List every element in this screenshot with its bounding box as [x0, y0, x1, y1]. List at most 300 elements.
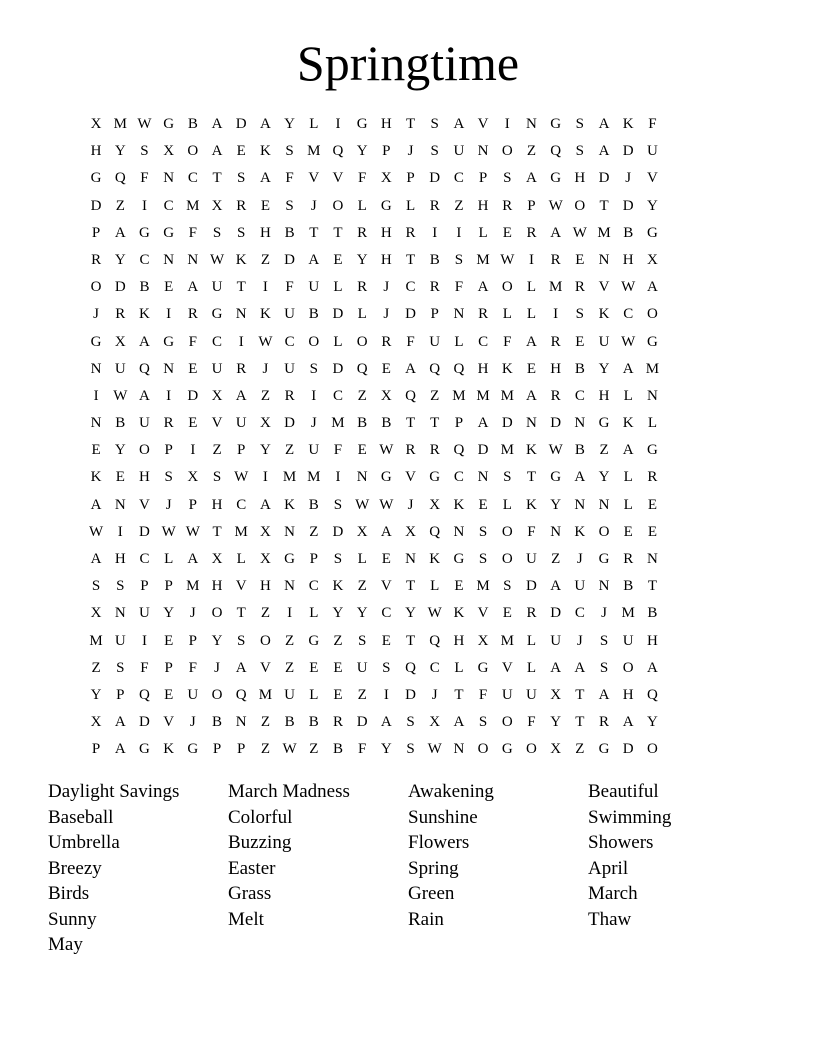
grid-letter: V — [477, 605, 489, 622]
grid-letter: J — [407, 143, 414, 160]
grid-letter: F — [406, 333, 415, 350]
grid-letter: X — [90, 605, 102, 622]
grid-letter: U — [574, 578, 586, 595]
grid-letter: L — [623, 469, 633, 486]
grid-letter: G — [380, 197, 392, 214]
grid-letter: K — [501, 360, 513, 377]
grid-letter: Y — [356, 143, 368, 160]
grid-letter: C — [212, 333, 223, 350]
grid-letter: H — [380, 224, 392, 241]
grid-letter: F — [527, 523, 536, 540]
grid-letter: U — [139, 415, 150, 432]
grid-letter: Z — [575, 741, 585, 758]
grid-letter: V — [235, 578, 247, 595]
grid-letter: C — [453, 170, 464, 187]
grid-letter: S — [406, 741, 415, 758]
grid-letter: Y — [114, 143, 126, 160]
grid-letter: U — [356, 659, 368, 676]
grid-letter: W — [355, 496, 370, 513]
grid-letter: D — [550, 415, 562, 432]
grid-letter: L — [405, 197, 416, 214]
grid-letter: O — [598, 523, 610, 540]
grid-letter: M — [621, 605, 635, 622]
grid-row — [84, 247, 665, 274]
grid-letter: X — [211, 197, 223, 214]
grid-letter: G — [477, 659, 489, 676]
grid-letter: T — [405, 632, 416, 649]
grid-letter: V — [308, 170, 320, 187]
grid-letter: R — [526, 224, 537, 241]
grid-row — [84, 736, 665, 763]
grid-letter: D — [526, 578, 537, 595]
grid-letter: O — [501, 143, 513, 160]
grid-letter: Y — [356, 605, 368, 622]
grid-letter: J — [601, 605, 607, 622]
letter-grid — [84, 111, 665, 764]
grid-letter: X — [646, 251, 658, 268]
grid-letter: P — [309, 551, 318, 567]
grid-letter: M — [476, 387, 490, 404]
grid-letter: O — [501, 714, 513, 731]
grid-letter: B — [357, 415, 368, 432]
grid-letter: U — [646, 143, 658, 160]
grid-letter: Q — [550, 143, 562, 160]
grid-letter: J — [165, 496, 172, 513]
grid-row — [84, 437, 665, 464]
grid-letter: L — [309, 686, 319, 703]
grid-letter: A — [308, 251, 320, 268]
grid-letter: W — [282, 741, 297, 758]
grid-letter: E — [164, 632, 174, 649]
grid-letter: O — [526, 741, 537, 758]
grid-letter: S — [478, 523, 488, 540]
grid-letter: W — [427, 741, 442, 758]
grid-letter: O — [622, 659, 634, 676]
grid-letter: U — [114, 632, 126, 649]
grid-letter: X — [90, 714, 102, 731]
grid-letter: G — [646, 333, 658, 350]
grid-letter: S — [309, 360, 318, 377]
grid-letter: V — [211, 415, 223, 432]
grid-letter: I — [432, 224, 438, 241]
grid-letter: J — [383, 279, 390, 296]
grid-letter: R — [429, 197, 440, 214]
grid-letter: J — [214, 659, 220, 676]
grid-letter: G — [187, 741, 199, 758]
grid-letter: G — [501, 741, 513, 758]
grid-letter: N — [235, 714, 247, 731]
grid-letter: R — [405, 442, 416, 459]
grid-letter: M — [645, 360, 660, 377]
grid-letter: N — [90, 360, 102, 377]
grid-letter: P — [527, 197, 536, 214]
grid-letter: B — [212, 714, 223, 731]
grid-letter: E — [526, 360, 537, 377]
grid-letter: R — [429, 442, 440, 459]
grid-letter: Q — [356, 360, 368, 377]
grid-letter: R — [115, 306, 126, 323]
grid-letter: H — [646, 632, 658, 649]
word-bank-item: Thaw — [588, 908, 632, 930]
grid-letter: B — [308, 714, 319, 731]
grid-letter: K — [139, 306, 150, 323]
grid-letter: A — [90, 551, 102, 567]
grid-letter: Q — [405, 387, 416, 404]
grid-letter: M — [234, 523, 248, 540]
word-bank-item: Beautiful — [588, 781, 659, 802]
grid-letter: Y — [598, 360, 610, 377]
grid-letter: W — [258, 333, 273, 350]
grid-letter: A — [114, 224, 126, 241]
grid-letter: Z — [260, 387, 270, 404]
grid-letter: A — [526, 387, 537, 404]
grid-letter: C — [139, 251, 150, 268]
grid-letter: P — [91, 741, 101, 758]
word-bank-item: March Madness — [228, 781, 350, 802]
grid-letter: E — [575, 251, 585, 268]
grid-letter: L — [309, 116, 319, 132]
grid-letter: O — [139, 442, 150, 459]
grid-letter: V — [501, 659, 513, 676]
grid-letter: Q — [453, 360, 465, 377]
grid-letter: S — [406, 714, 415, 731]
word-bank-item: Showers — [588, 832, 654, 853]
grid-letter: P — [237, 442, 246, 459]
grid-letter: H — [259, 578, 271, 595]
grid-row — [84, 329, 665, 356]
grid-letter: Z — [357, 578, 367, 595]
grid-letter: Z — [285, 442, 295, 459]
grid-letter: C — [236, 496, 247, 513]
grid-letter: M — [307, 143, 321, 160]
grid-letter: R — [550, 387, 561, 404]
grid-letter: D — [598, 170, 610, 187]
word-bank-item: May — [48, 934, 83, 955]
grid-row — [84, 193, 665, 220]
grid-letter: A — [453, 116, 465, 132]
grid-letter: Q — [453, 442, 465, 459]
grid-letter: E — [164, 686, 174, 703]
grid-letter: F — [357, 741, 367, 758]
grid-letter: C — [574, 387, 585, 404]
grid-letter: F — [478, 686, 488, 703]
grid-letter: N — [574, 415, 586, 432]
grid-letter: C — [381, 605, 392, 622]
grid-letter: N — [646, 387, 658, 404]
grid-letter: M — [89, 632, 103, 649]
grid-letter: A — [598, 116, 610, 132]
grid-row — [84, 546, 665, 573]
grid-letter: S — [285, 143, 294, 160]
grid-letter: W — [89, 523, 104, 540]
grid-letter: F — [503, 333, 512, 350]
grid-row — [84, 519, 665, 546]
grid-letter: D — [90, 197, 102, 214]
grid-letter: N — [114, 496, 126, 513]
grid-letter: S — [478, 714, 488, 731]
grid-letter: P — [164, 578, 173, 595]
grid-letter: Y — [550, 714, 562, 731]
grid-letter: A — [259, 496, 271, 513]
grid-letter: X — [211, 387, 223, 404]
grid-letter: E — [502, 224, 512, 241]
grid-letter: L — [502, 306, 512, 323]
grid-letter: E — [164, 279, 174, 296]
grid-letter: P — [478, 170, 488, 187]
grid-letter: R — [284, 387, 295, 404]
grid-letter: Y — [163, 605, 175, 622]
grid-letter: I — [383, 686, 389, 703]
grid-letter: T — [575, 714, 585, 731]
word-bank-item: Daylight Savings — [48, 781, 180, 802]
grid-letter: U — [114, 360, 126, 377]
grid-letter: R — [550, 333, 561, 350]
grid-letter: J — [576, 632, 583, 649]
grid-letter: X — [405, 523, 416, 540]
grid-letter: J — [189, 605, 196, 622]
grid-row — [84, 655, 665, 682]
grid-letter: K — [526, 496, 537, 513]
grid-letter: L — [526, 632, 537, 649]
word-bank — [48, 779, 768, 958]
grid-letter: I — [141, 197, 147, 214]
grid-letter: L — [526, 306, 537, 323]
grid-letter: Y — [114, 251, 126, 268]
grid-letter: H — [211, 578, 223, 595]
grid-letter: F — [527, 714, 536, 731]
grid-letter: E — [115, 469, 125, 486]
grid-letter: N — [90, 415, 102, 432]
grid-letter: A — [114, 714, 126, 731]
grid-letter: X — [477, 632, 489, 649]
grid-letter: I — [190, 442, 196, 459]
grid-letter: V — [380, 578, 392, 595]
grid-letter: D — [429, 170, 441, 187]
grid-letter: C — [453, 469, 464, 486]
grid-letter: I — [335, 116, 341, 132]
grid-row — [84, 600, 665, 627]
grid-letter: X — [211, 551, 223, 567]
grid-letter: L — [647, 415, 657, 432]
grid-letter: G — [163, 333, 175, 350]
grid-letter: H — [598, 387, 610, 404]
grid-letter: A — [90, 496, 102, 513]
grid-letter: R — [647, 469, 658, 486]
grid-letter: H — [114, 551, 126, 567]
grid-letter: A — [187, 551, 199, 567]
grid-letter: Z — [260, 714, 270, 731]
grid-letter: A — [211, 116, 223, 132]
grid-letter: W — [185, 523, 200, 540]
grid-letter: S — [575, 306, 585, 323]
grid-letter: V — [598, 279, 610, 296]
grid-letter: Y — [90, 686, 102, 703]
grid-letter: E — [236, 143, 246, 160]
grid-letter: B — [187, 116, 198, 132]
grid-letter: R — [526, 605, 537, 622]
grid-letter: A — [235, 659, 247, 676]
grid-letter: N — [477, 469, 489, 486]
grid-letter: S — [503, 578, 512, 595]
grid-letter: M — [476, 578, 490, 595]
grid-letter: D — [622, 143, 634, 160]
grid-letter: A — [598, 143, 610, 160]
grid-letter: N — [284, 578, 296, 595]
grid-letter: I — [287, 605, 293, 622]
grid-letter: I — [504, 116, 510, 132]
grid-letter: C — [429, 659, 440, 676]
grid-letter: I — [456, 224, 462, 241]
grid-letter: X — [380, 387, 392, 404]
grid-letter: G — [550, 116, 562, 132]
grid-letter: F — [140, 170, 149, 187]
grid-letter: G — [308, 632, 320, 649]
grid-letter: Y — [380, 741, 392, 758]
grid-letter: P — [91, 224, 101, 241]
grid-letter: C — [405, 279, 416, 296]
grid-letter: R — [163, 415, 174, 432]
grid-letter: W — [427, 605, 442, 622]
grid-letter: Y — [550, 496, 562, 513]
grid-letter: H — [574, 170, 586, 187]
grid-letter: K — [453, 605, 465, 622]
grid-letter: D — [139, 714, 150, 731]
grid-letter: U — [284, 306, 296, 323]
grid-letter: T — [405, 116, 416, 132]
word-bank-item: Birds — [48, 883, 90, 904]
grid-letter: A — [139, 387, 150, 404]
word-bank-item: Swimming — [588, 806, 672, 828]
grid-letter: S — [478, 551, 488, 567]
grid-letter: E — [381, 360, 391, 377]
word-bank-item: Breezy — [48, 857, 102, 879]
grid-letter: A — [477, 279, 489, 296]
grid-letter: N — [235, 306, 247, 323]
grid-letter: Y — [114, 442, 126, 459]
grid-letter: W — [548, 197, 563, 214]
grid-letter: M — [500, 632, 514, 649]
grid-letter: G — [598, 551, 610, 567]
grid-letter: A — [453, 714, 465, 731]
grid-letter: P — [140, 578, 149, 595]
grid-letter: L — [357, 306, 367, 323]
grid-letter: Z — [91, 659, 101, 676]
grid-letter: A — [526, 333, 537, 350]
grid-row — [84, 274, 665, 301]
grid-row — [84, 383, 665, 410]
grid-letter: E — [188, 360, 198, 377]
grid-letter: U — [211, 279, 223, 296]
grid-letter: W — [548, 442, 563, 459]
grid-letter: A — [259, 170, 271, 187]
grid-letter: P — [382, 143, 391, 160]
grid-letter: G — [284, 551, 296, 567]
grid-letter: J — [189, 714, 196, 731]
puzzle-title: Springtime — [296, 35, 520, 91]
grid-letter: D — [405, 686, 416, 703]
grid-letter: T — [212, 523, 222, 540]
grid-letter: H — [139, 469, 150, 486]
grid-letter: N — [163, 251, 175, 268]
grid-letter: B — [574, 360, 585, 377]
grid-letter: P — [116, 686, 125, 703]
grid-letter: F — [188, 333, 198, 350]
grid-letter: Z — [260, 741, 270, 758]
grid-letter: Q — [139, 360, 150, 377]
grid-letter: S — [333, 551, 343, 567]
grid-letter: K — [574, 523, 586, 540]
grid-letter: D — [284, 415, 296, 432]
word-bank-item: Flowers — [408, 832, 470, 853]
grid-letter: Z — [260, 605, 270, 622]
grid-letter: B — [623, 224, 634, 241]
grid-letter: R — [236, 360, 247, 377]
grid-letter: H — [90, 143, 102, 160]
grid-letter: T — [454, 686, 464, 703]
grid-letter: J — [407, 496, 414, 513]
grid-letter: P — [188, 496, 198, 513]
grid-letter: G — [646, 442, 658, 459]
grid-letter: E — [333, 659, 343, 676]
grid-letter: H — [550, 360, 562, 377]
grid-letter: J — [576, 551, 583, 567]
grid-letter: Y — [211, 632, 223, 649]
grid-letter: Z — [430, 387, 440, 404]
grid-letter: Y — [284, 116, 296, 132]
grid-letter: T — [526, 469, 537, 486]
grid-letter: D — [356, 714, 368, 731]
grid-letter: Q — [235, 686, 247, 703]
grid-letter: T — [333, 224, 343, 241]
grid-letter: X — [163, 143, 175, 160]
grid-letter: B — [574, 442, 585, 459]
grid-letter: E — [309, 659, 319, 676]
grid-letter: D — [405, 306, 416, 323]
grid-letter: N — [284, 523, 296, 540]
grid-letter: T — [405, 415, 416, 432]
grid-letter: S — [382, 659, 391, 676]
grid-letter: L — [164, 551, 174, 567]
grid-letter: Q — [429, 360, 441, 377]
grid-letter: F — [333, 442, 343, 459]
grid-letter: O — [90, 279, 102, 296]
grid-letter: M — [452, 387, 466, 404]
grid-letter: A — [622, 714, 634, 731]
grid-letter: X — [429, 496, 441, 513]
grid-letter: D — [114, 279, 126, 296]
grid-letter: I — [141, 632, 147, 649]
grid-letter: W — [621, 333, 636, 350]
grid-letter: A — [114, 741, 126, 758]
grid-letter: P — [164, 442, 173, 459]
grid-letter: B — [139, 279, 150, 296]
grid-letter: O — [646, 306, 658, 323]
grid-letter: S — [430, 143, 439, 160]
grid-row — [84, 356, 665, 383]
grid-letter: Z — [333, 632, 343, 649]
word-bank-item: Baseball — [48, 806, 114, 828]
grid-letter: M — [113, 116, 127, 132]
grid-letter: R — [623, 551, 634, 567]
grid-letter: C — [163, 197, 174, 214]
grid-letter: R — [478, 306, 489, 323]
grid-letter: Q — [139, 686, 150, 703]
grid-letter: M — [548, 279, 563, 296]
grid-letter: C — [187, 170, 198, 187]
grid-letter: Y — [405, 605, 416, 622]
grid-letter: Z — [115, 197, 125, 214]
grid-letter: D — [187, 387, 199, 404]
